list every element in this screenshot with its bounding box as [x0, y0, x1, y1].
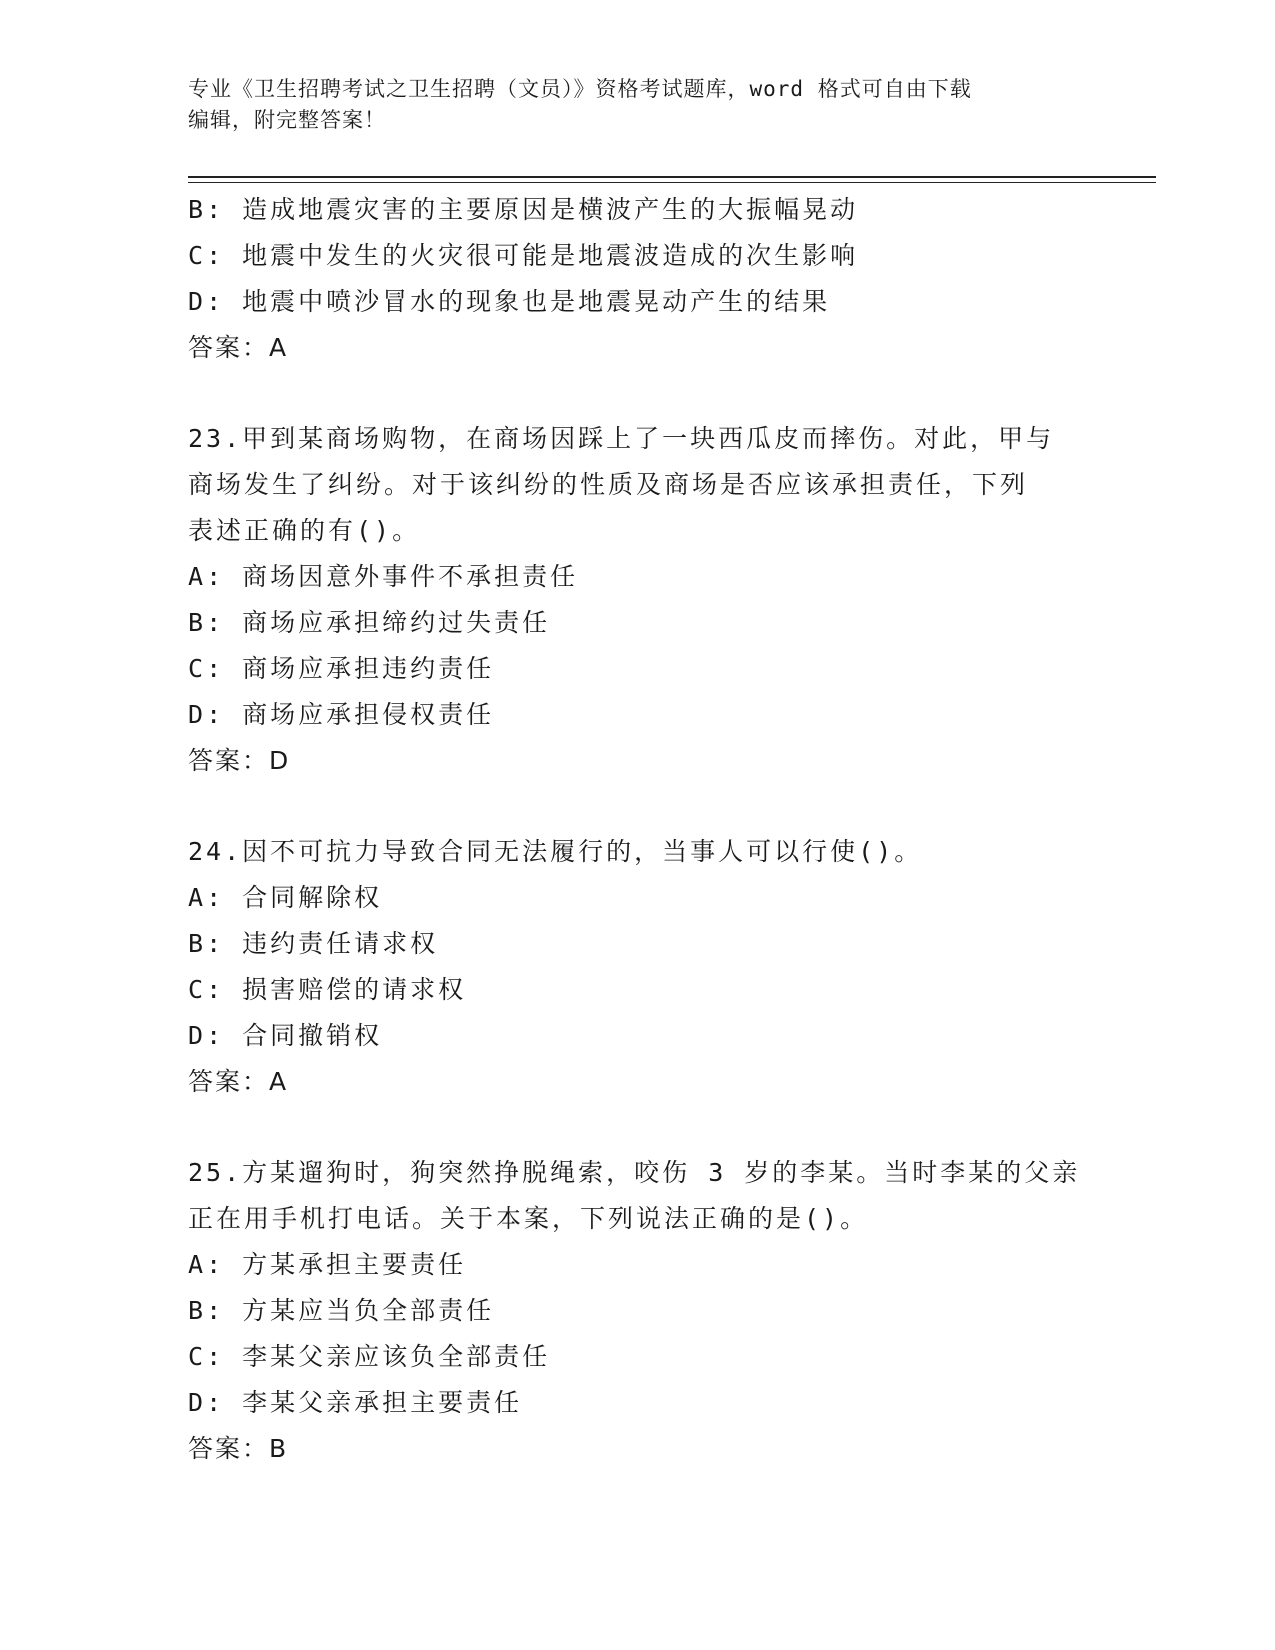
header-divider-thick [188, 176, 1156, 178]
question-stem [188, 1150, 1088, 1242]
option-d: D: 地震中喷沙冒水的现象也是地震晃动产生的结果 [188, 287, 831, 316]
answer-line: 答案：D [188, 746, 291, 775]
option-a: A: 商场因意外事件不承担责任 [188, 562, 579, 591]
answer-line: 答案：A [188, 333, 289, 362]
question-stem [188, 829, 1088, 875]
option-d: D: 合同撤销权 [188, 1021, 383, 1050]
question-25 [188, 1150, 1088, 1472]
question-stem-line: 表述正确的有()。 [188, 516, 421, 545]
header-line-1: 专业《卫生招聘考试之卫生招聘（文员）》资格考试题库，word 格式可自由下载 [188, 77, 972, 101]
question-23 [188, 416, 1088, 784]
answer-line: 答案：A [188, 1067, 289, 1096]
question-stem-line: 25.方某遛狗时，狗突然挣脱绳索，咬伤 3 岁的李某。当时李某的父亲 [188, 1158, 1081, 1187]
question-stem-line: 23.甲到某商场购物，在商场因踩上了一块西瓜皮而摔伤。对此，甲与 [188, 424, 1055, 453]
header-divider-thin [188, 182, 1156, 183]
question-24 [188, 829, 1088, 1105]
question-stem [188, 416, 1088, 554]
answer-line: 答案：B [188, 1434, 289, 1463]
option-b: B: 造成地震灾害的主要原因是横波产生的大振幅晃动 [188, 195, 859, 224]
option-c: C: 地震中发生的火灾很可能是地震波造成的次生影响 [188, 241, 859, 270]
header-line-2: 编辑，附完整答案！ [188, 108, 386, 132]
question-stem-line: 正在用手机打电话。关于本案，下列说法正确的是()。 [188, 1204, 869, 1233]
document-header [188, 74, 1088, 136]
question-stem-line: 商场发生了纠纷。对于该纠纷的性质及商场是否应该承担责任，下列 [188, 470, 1029, 499]
option-b: B: 方某应当负全部责任 [188, 1296, 495, 1325]
option-d: D: 李某父亲承担主要责任 [188, 1388, 523, 1417]
question-stem-line: 24.因不可抗力导致合同无法履行的，当事人可以行使()。 [188, 837, 923, 866]
option-c: C: 李某父亲应该负全部责任 [188, 1342, 551, 1371]
question-list [188, 187, 1088, 1472]
option-d: D: 商场应承担侵权责任 [188, 700, 495, 729]
option-a: A: 合同解除权 [188, 883, 383, 912]
option-b: B: 商场应承担缔约过失责任 [188, 608, 551, 637]
option-b: B: 违约责任请求权 [188, 929, 439, 958]
option-c: C: 商场应承担违约责任 [188, 654, 495, 683]
option-c: C: 损害赔偿的请求权 [188, 975, 467, 1004]
option-a: A: 方某承担主要责任 [188, 1250, 467, 1279]
question-22-continued [188, 187, 1088, 371]
